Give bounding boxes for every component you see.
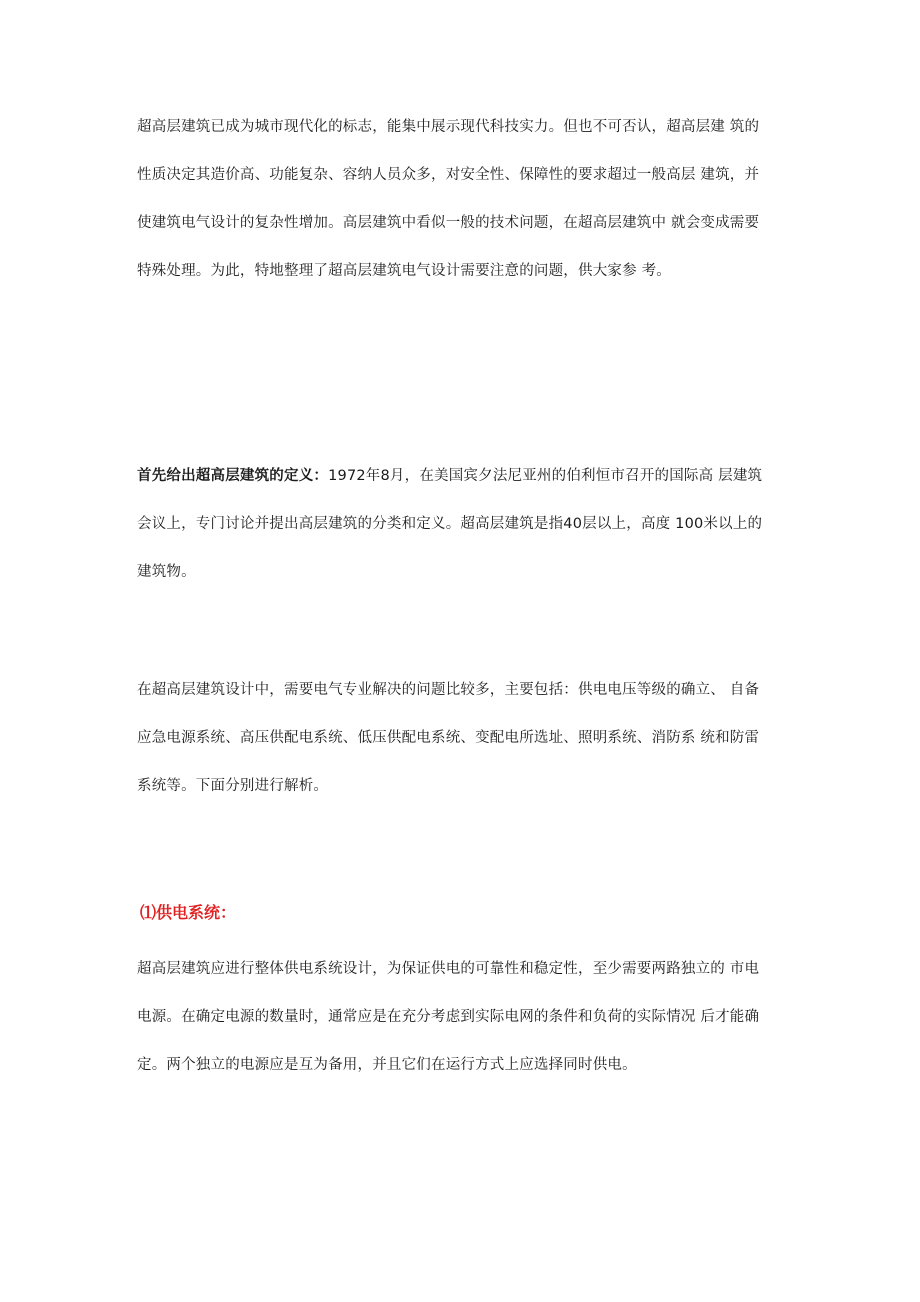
power-supply-paragraph: [137, 945, 792, 1089]
intro-line-3: 使建筑电气设计的复杂性增加。高层建筑中看似一般的技术问题，在超高层建筑中 就会变成需要: [137, 215, 760, 231]
power-supply-line-3: 定。两个独立的电源应是互为备用，并且它们在运行方式上应选择同时供电。: [137, 1057, 637, 1073]
intro-line-4: 特殊处理。为此，特地整理了超高层建筑电气设计需要注意的问题，供大家参 考。: [137, 263, 672, 279]
intro-line-1: 超高层建筑已成为城市现代化的标志，能集中展示现代科技实力。但也不可否认，超高层建 筑的: [137, 119, 760, 135]
section-heading-power-supply: ⑴供电系统：: [140, 903, 237, 922]
definition-line-2: 会议上，专门讨论并提出高层建筑的分类和定义。超高层建筑是指40层以上，高度 100米以上的: [137, 516, 763, 532]
intro-line-2: 性质决定其造价高、功能复杂、容纳人员众多，对安全性、保障性的要求超过一般高层 建筑，并: [137, 167, 760, 183]
definition-paragraph: [137, 452, 792, 596]
definition-lead-bold: 首先给出超高层建筑的定义：: [137, 468, 329, 484]
scope-line-3: 系统等。下面分别进行解析。: [137, 778, 329, 794]
intro-paragraph: [137, 103, 792, 295]
scope-paragraph: [137, 666, 792, 810]
power-supply-line-1: 超高层建筑应进行整体供电系统设计，为保证供电的可靠性和稳定性，至少需要两路独立的 市电: [137, 961, 760, 977]
power-supply-line-2: 电源。在确定电源的数量时，通常应是在充分考虑到实际电网的条件和负荷的实际情况 后才能确: [137, 1009, 760, 1025]
definition-line-3: 建筑物。: [137, 564, 196, 580]
scope-line-1: 在超高层建筑设计中，需要电气专业解决的问题比较多，主要包括：供电电压等级的确立、 自备: [137, 682, 760, 698]
definition-lead-rest: 1972年8月，在美国宾夕法尼亚州的伯利恒市召开的国际高 层建筑: [328, 468, 763, 484]
scope-line-2: 应急电源系统、高压供配电系统、低压供配电系统、变配电所选址、照明系统、消防系 统和防雷: [137, 730, 760, 746]
definition-line-1: [137, 452, 792, 500]
